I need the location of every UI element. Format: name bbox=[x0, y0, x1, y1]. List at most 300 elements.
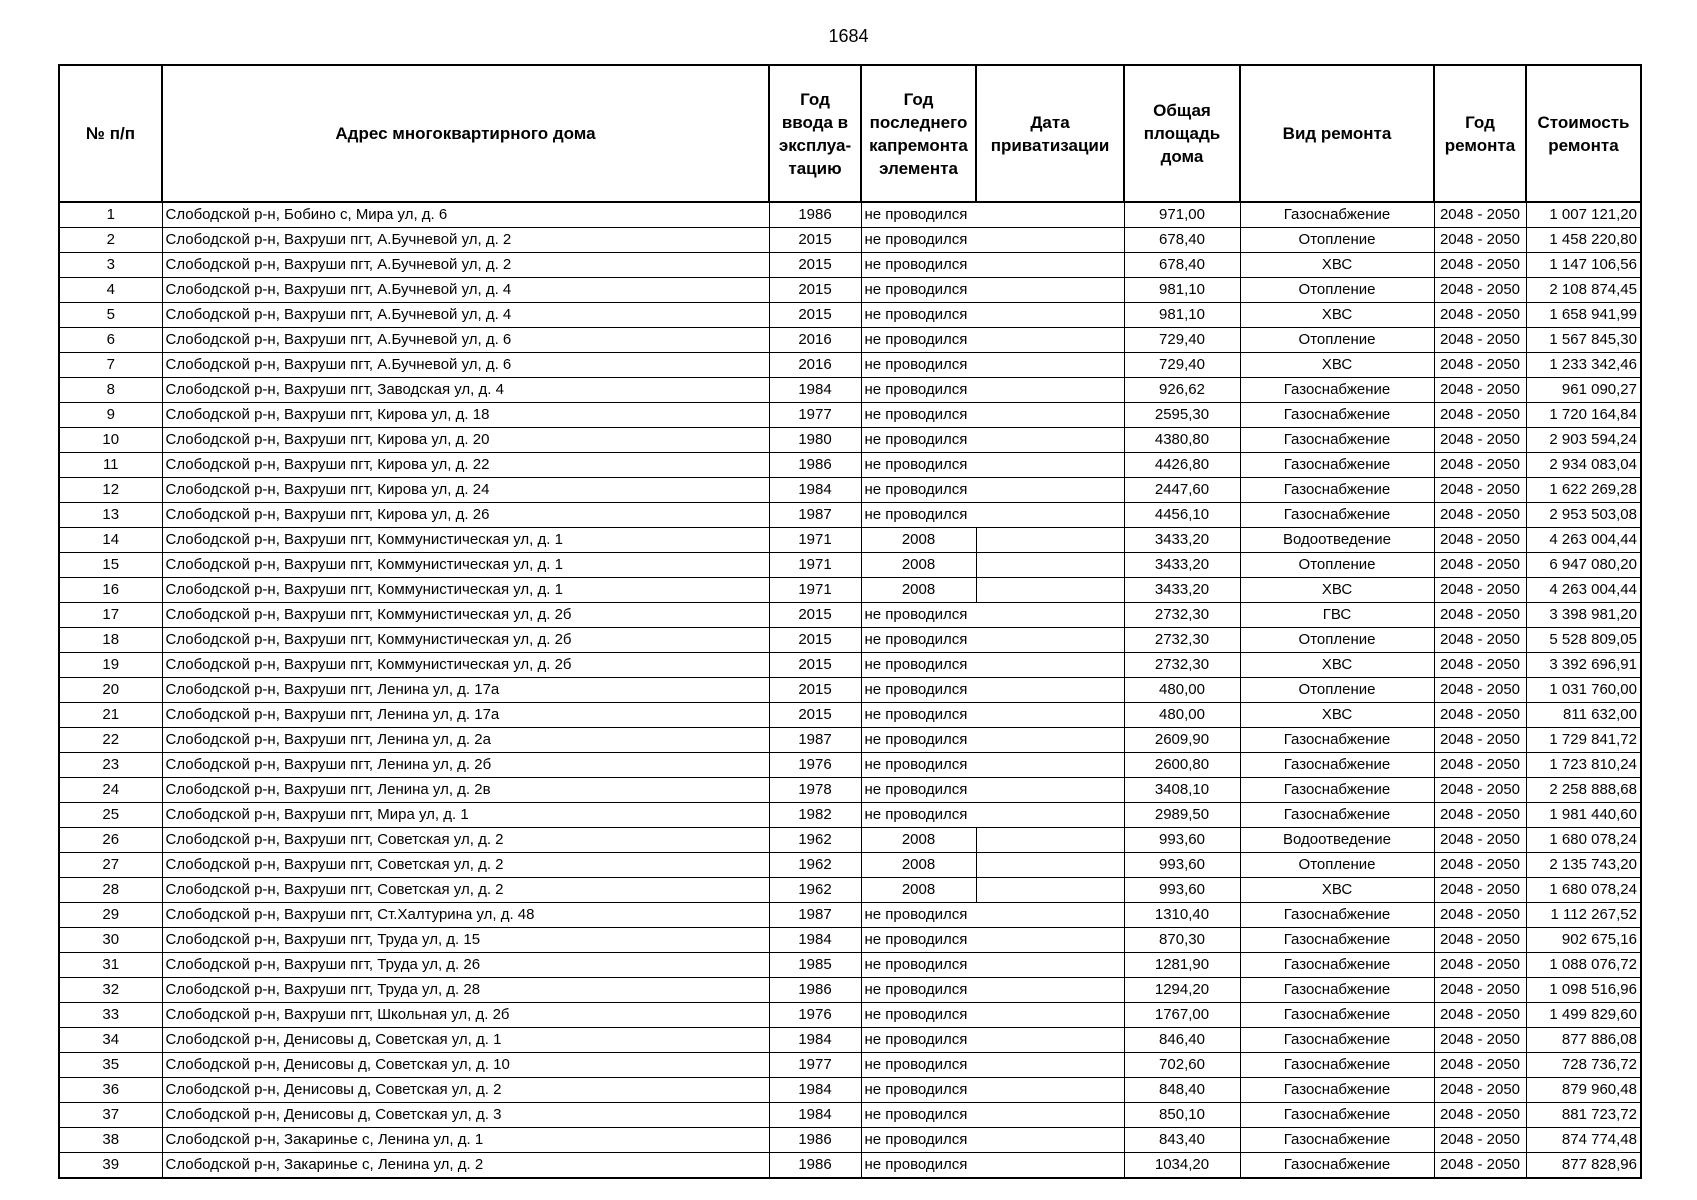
cell-address: Слободской р-н, Вахруши пгт, Школьная ул, д. 2б bbox=[162, 1003, 769, 1028]
cell-area: 2989,50 bbox=[1124, 803, 1240, 828]
header-area: Общая площадь дома bbox=[1124, 65, 1240, 202]
cell-address: Слободской р-н, Бобино с, Мира ул, д. 6 bbox=[162, 202, 769, 228]
cell-address: Слободской р-н, Вахруши пгт, Ленина ул, д. 17а bbox=[162, 703, 769, 728]
cell-repair-year: 2048 - 2050 bbox=[1434, 428, 1526, 453]
cell-address: Слободской р-н, Вахруши пгт, Советская ул, д. 2 bbox=[162, 878, 769, 903]
table-row bbox=[59, 228, 1641, 253]
table-row bbox=[59, 853, 1641, 878]
cell-repair-year: 2048 - 2050 bbox=[1434, 853, 1526, 878]
cell-year-last-repair: не проводился bbox=[861, 428, 976, 453]
cell-num: 3 bbox=[59, 253, 162, 278]
cell-cost: 6 947 080,20 bbox=[1526, 553, 1641, 578]
table-row bbox=[59, 678, 1641, 703]
cell-privatization bbox=[976, 1153, 1124, 1179]
cell-year-last-repair: не проводился bbox=[861, 1128, 976, 1153]
cell-cost: 1 567 845,30 bbox=[1526, 328, 1641, 353]
table-row bbox=[59, 953, 1641, 978]
cell-year-built: 1986 bbox=[769, 978, 861, 1003]
cell-cost: 2 108 874,45 bbox=[1526, 278, 1641, 303]
cell-year-built: 2015 bbox=[769, 703, 861, 728]
table-row bbox=[59, 903, 1641, 928]
cell-year-built: 1962 bbox=[769, 828, 861, 853]
cell-repair-year: 2048 - 2050 bbox=[1434, 528, 1526, 553]
cell-year-last-repair: не проводился bbox=[861, 328, 976, 353]
cell-privatization bbox=[976, 678, 1124, 703]
cell-repair-type: Отопление bbox=[1240, 228, 1434, 253]
cell-privatization bbox=[976, 928, 1124, 953]
cell-cost: 1 088 076,72 bbox=[1526, 953, 1641, 978]
cell-repair-year: 2048 - 2050 bbox=[1434, 1078, 1526, 1103]
cell-repair-year: 2048 - 2050 bbox=[1434, 803, 1526, 828]
cell-year-last-repair: не проводился bbox=[861, 703, 976, 728]
header-privatization: Дата приватизации bbox=[976, 65, 1124, 202]
cell-privatization bbox=[976, 428, 1124, 453]
cell-cost: 877 828,96 bbox=[1526, 1153, 1641, 1179]
cell-address: Слободской р-н, Вахруши пгт, Ленина ул, д. 2б bbox=[162, 753, 769, 778]
cell-num: 22 bbox=[59, 728, 162, 753]
cell-year-built: 1984 bbox=[769, 928, 861, 953]
cell-repair-type: Газоснабжение bbox=[1240, 803, 1434, 828]
cell-address: Слободской р-н, Вахруши пгт, Ленина ул, д. 17а bbox=[162, 678, 769, 703]
cell-privatization bbox=[976, 202, 1124, 228]
cell-repair-type: Отопление bbox=[1240, 553, 1434, 578]
cell-repair-year: 2048 - 2050 bbox=[1434, 253, 1526, 278]
table-row bbox=[59, 803, 1641, 828]
cell-year-last-repair: не проводился bbox=[861, 628, 976, 653]
cell-privatization bbox=[976, 378, 1124, 403]
cell-repair-type: Газоснабжение bbox=[1240, 202, 1434, 228]
cell-repair-year: 2048 - 2050 bbox=[1434, 1128, 1526, 1153]
cell-address: Слободской р-н, Вахруши пгт, Кирова ул, д. 18 bbox=[162, 403, 769, 428]
cell-num: 1 bbox=[59, 202, 162, 228]
cell-num: 2 bbox=[59, 228, 162, 253]
cell-num: 19 bbox=[59, 653, 162, 678]
cell-repair-type: ХВС bbox=[1240, 578, 1434, 603]
cell-address: Слободской р-н, Вахруши пгт, Ленина ул, д. 2а bbox=[162, 728, 769, 753]
cell-area: 1034,20 bbox=[1124, 1153, 1240, 1179]
cell-num: 27 bbox=[59, 853, 162, 878]
cell-year-last-repair: не проводился bbox=[861, 478, 976, 503]
cell-repair-year: 2048 - 2050 bbox=[1434, 578, 1526, 603]
cell-year-last-repair: не проводился bbox=[861, 1053, 976, 1078]
cell-num: 31 bbox=[59, 953, 162, 978]
cell-year-built: 1984 bbox=[769, 478, 861, 503]
cell-year-built: 2016 bbox=[769, 328, 861, 353]
cell-year-last-repair: не проводился bbox=[861, 978, 976, 1003]
cell-year-last-repair: не проводился bbox=[861, 953, 976, 978]
cell-cost: 2 903 594,24 bbox=[1526, 428, 1641, 453]
cell-year-last-repair: 2008 bbox=[861, 828, 976, 853]
table-row bbox=[59, 928, 1641, 953]
cell-year-built: 1987 bbox=[769, 903, 861, 928]
cell-cost: 1 622 269,28 bbox=[1526, 478, 1641, 503]
cell-repair-type: Отопление bbox=[1240, 328, 1434, 353]
cell-num: 38 bbox=[59, 1128, 162, 1153]
cell-address: Слободской р-н, Вахруши пгт, Ст.Халтурина ул, д. 48 bbox=[162, 903, 769, 928]
table-row bbox=[59, 778, 1641, 803]
cell-year-last-repair: не проводился bbox=[861, 1153, 976, 1179]
cell-area: 2732,30 bbox=[1124, 653, 1240, 678]
cell-area: 702,60 bbox=[1124, 1053, 1240, 1078]
cell-num: 16 bbox=[59, 578, 162, 603]
cell-address: Слободской р-н, Вахруши пгт, Кирова ул, д. 26 bbox=[162, 503, 769, 528]
cell-cost: 2 934 083,04 bbox=[1526, 453, 1641, 478]
cell-repair-year: 2048 - 2050 bbox=[1434, 478, 1526, 503]
cell-area: 2595,30 bbox=[1124, 403, 1240, 428]
cell-repair-year: 2048 - 2050 bbox=[1434, 678, 1526, 703]
table-row bbox=[59, 353, 1641, 378]
cell-year-built: 2015 bbox=[769, 628, 861, 653]
cell-area: 3433,20 bbox=[1124, 578, 1240, 603]
cell-repair-type: Водоотведение bbox=[1240, 828, 1434, 853]
cell-cost: 881 723,72 bbox=[1526, 1103, 1641, 1128]
cell-num: 32 bbox=[59, 978, 162, 1003]
repair-table bbox=[58, 64, 1642, 1179]
cell-privatization bbox=[976, 728, 1124, 753]
cell-num: 37 bbox=[59, 1103, 162, 1128]
cell-num: 21 bbox=[59, 703, 162, 728]
cell-area: 1767,00 bbox=[1124, 1003, 1240, 1028]
cell-year-last-repair: 2008 bbox=[861, 878, 976, 903]
cell-repair-year: 2048 - 2050 bbox=[1434, 628, 1526, 653]
cell-num: 20 bbox=[59, 678, 162, 703]
cell-cost: 5 528 809,05 bbox=[1526, 628, 1641, 653]
cell-privatization bbox=[976, 1103, 1124, 1128]
table-row bbox=[59, 1003, 1641, 1028]
cell-cost: 3 398 981,20 bbox=[1526, 603, 1641, 628]
cell-num: 30 bbox=[59, 928, 162, 953]
header-year-last-repair: Год последнего капремонта элемента bbox=[861, 65, 976, 202]
cell-repair-year: 2048 - 2050 bbox=[1434, 503, 1526, 528]
table-row bbox=[59, 878, 1641, 903]
cell-year-built: 1977 bbox=[769, 1053, 861, 1078]
table-row bbox=[59, 478, 1641, 503]
cell-repair-type: Отопление bbox=[1240, 628, 1434, 653]
cell-area: 3433,20 bbox=[1124, 553, 1240, 578]
cell-area: 1310,40 bbox=[1124, 903, 1240, 928]
cell-num: 29 bbox=[59, 903, 162, 928]
page-number: 1684 bbox=[828, 26, 869, 46]
cell-cost: 1 720 164,84 bbox=[1526, 403, 1641, 428]
table-header-row bbox=[59, 65, 1641, 202]
cell-year-last-repair: не проводился bbox=[861, 303, 976, 328]
cell-repair-year: 2048 - 2050 bbox=[1434, 1103, 1526, 1128]
cell-year-built: 1980 bbox=[769, 428, 861, 453]
cell-repair-year: 2048 - 2050 bbox=[1434, 703, 1526, 728]
table-row bbox=[59, 578, 1641, 603]
table-row bbox=[59, 603, 1641, 628]
cell-area: 993,60 bbox=[1124, 878, 1240, 903]
table-row bbox=[59, 1153, 1641, 1179]
cell-year-built: 1986 bbox=[769, 202, 861, 228]
cell-area: 926,62 bbox=[1124, 378, 1240, 403]
cell-address: Слободской р-н, Вахруши пгт, А.Бучневой ул, д. 2 bbox=[162, 228, 769, 253]
table-row bbox=[59, 303, 1641, 328]
cell-year-built: 1984 bbox=[769, 1103, 861, 1128]
cell-address: Слободской р-н, Вахруши пгт, А.Бучневой ул, д. 4 bbox=[162, 278, 769, 303]
cell-year-built: 1987 bbox=[769, 728, 861, 753]
cell-privatization bbox=[976, 778, 1124, 803]
cell-repair-type: Газоснабжение bbox=[1240, 978, 1434, 1003]
cell-area: 4456,10 bbox=[1124, 503, 1240, 528]
table-row bbox=[59, 628, 1641, 653]
cell-year-built: 1978 bbox=[769, 778, 861, 803]
cell-address: Слободской р-н, Вахруши пгт, Коммунистическая ул, д. 1 bbox=[162, 528, 769, 553]
cell-repair-type: Газоснабжение bbox=[1240, 753, 1434, 778]
cell-repair-type: Газоснабжение bbox=[1240, 403, 1434, 428]
cell-repair-year: 2048 - 2050 bbox=[1434, 303, 1526, 328]
cell-privatization bbox=[976, 353, 1124, 378]
cell-privatization bbox=[976, 753, 1124, 778]
cell-cost: 1 499 829,60 bbox=[1526, 1003, 1641, 1028]
cell-cost: 1 458 220,80 bbox=[1526, 228, 1641, 253]
cell-privatization bbox=[976, 628, 1124, 653]
cell-privatization bbox=[976, 453, 1124, 478]
cell-year-built: 1984 bbox=[769, 378, 861, 403]
cell-num: 39 bbox=[59, 1153, 162, 1179]
cell-address: Слободской р-н, Вахруши пгт, Коммунистическая ул, д. 2б bbox=[162, 603, 769, 628]
cell-address: Слободской р-н, Денисовы д, Советская ул, д. 2 bbox=[162, 1078, 769, 1103]
cell-repair-year: 2048 - 2050 bbox=[1434, 753, 1526, 778]
cell-repair-type: Газоснабжение bbox=[1240, 903, 1434, 928]
cell-area: 2732,30 bbox=[1124, 603, 1240, 628]
cell-year-last-repair: не проводился bbox=[861, 253, 976, 278]
cell-year-last-repair: не проводился bbox=[861, 903, 976, 928]
cell-address: Слободской р-н, Денисовы д, Советская ул, д. 1 bbox=[162, 1028, 769, 1053]
cell-address: Слободской р-н, Вахруши пгт, Коммунистическая ул, д. 2б bbox=[162, 653, 769, 678]
cell-repair-type: Газоснабжение bbox=[1240, 1153, 1434, 1179]
cell-area: 1281,90 bbox=[1124, 953, 1240, 978]
cell-area: 981,10 bbox=[1124, 303, 1240, 328]
cell-repair-year: 2048 - 2050 bbox=[1434, 328, 1526, 353]
cell-address: Слободской р-н, Вахруши пгт, Кирова ул, д. 22 bbox=[162, 453, 769, 478]
cell-address: Слободской р-н, Вахруши пгт, Мира ул, д. 1 bbox=[162, 803, 769, 828]
header-cost: Стоимость ремонта bbox=[1526, 65, 1641, 202]
cell-privatization bbox=[976, 853, 1124, 878]
cell-repair-year: 2048 - 2050 bbox=[1434, 1153, 1526, 1179]
cell-area: 848,40 bbox=[1124, 1078, 1240, 1103]
table-row bbox=[59, 328, 1641, 353]
cell-repair-year: 2048 - 2050 bbox=[1434, 278, 1526, 303]
cell-year-last-repair: не проводился bbox=[861, 1028, 976, 1053]
cell-repair-type: Газоснабжение bbox=[1240, 1053, 1434, 1078]
cell-area: 870,30 bbox=[1124, 928, 1240, 953]
cell-cost: 3 392 696,91 bbox=[1526, 653, 1641, 678]
cell-repair-type: ХВС bbox=[1240, 878, 1434, 903]
cell-area: 2609,90 bbox=[1124, 728, 1240, 753]
cell-area: 993,60 bbox=[1124, 853, 1240, 878]
table-row bbox=[59, 278, 1641, 303]
table-row bbox=[59, 703, 1641, 728]
cell-num: 26 bbox=[59, 828, 162, 853]
cell-repair-year: 2048 - 2050 bbox=[1434, 1003, 1526, 1028]
cell-area: 2447,60 bbox=[1124, 478, 1240, 503]
cell-address: Слободской р-н, Вахруши пгт, Кирова ул, д. 24 bbox=[162, 478, 769, 503]
cell-area: 4426,80 bbox=[1124, 453, 1240, 478]
cell-num: 17 bbox=[59, 603, 162, 628]
cell-num: 34 bbox=[59, 1028, 162, 1053]
cell-privatization bbox=[976, 1053, 1124, 1078]
cell-area: 993,60 bbox=[1124, 828, 1240, 853]
cell-repair-type: Газоснабжение bbox=[1240, 1103, 1434, 1128]
cell-year-built: 1987 bbox=[769, 503, 861, 528]
cell-repair-year: 2048 - 2050 bbox=[1434, 928, 1526, 953]
cell-num: 4 bbox=[59, 278, 162, 303]
cell-year-last-repair: не проводился bbox=[861, 803, 976, 828]
cell-cost: 877 886,08 bbox=[1526, 1028, 1641, 1053]
table-row bbox=[59, 403, 1641, 428]
table-row bbox=[59, 728, 1641, 753]
cell-year-built: 1971 bbox=[769, 553, 861, 578]
cell-repair-year: 2048 - 2050 bbox=[1434, 978, 1526, 1003]
cell-address: Слободской р-н, Вахруши пгт, Кирова ул, д. 20 bbox=[162, 428, 769, 453]
cell-year-built: 2015 bbox=[769, 253, 861, 278]
cell-year-built: 1984 bbox=[769, 1028, 861, 1053]
cell-year-last-repair: 2008 bbox=[861, 853, 976, 878]
cell-address: Слободской р-н, Вахруши пгт, Коммунистическая ул, д. 2б bbox=[162, 628, 769, 653]
cell-year-built: 1985 bbox=[769, 953, 861, 978]
cell-area: 971,00 bbox=[1124, 202, 1240, 228]
cell-repair-type: Газоснабжение bbox=[1240, 428, 1434, 453]
cell-area: 678,40 bbox=[1124, 228, 1240, 253]
table-row bbox=[59, 653, 1641, 678]
cell-cost: 1 007 121,20 bbox=[1526, 202, 1641, 228]
cell-year-last-repair: 2008 bbox=[861, 578, 976, 603]
cell-address: Слободской р-н, Вахруши пгт, Советская ул, д. 2 bbox=[162, 828, 769, 853]
cell-num: 6 bbox=[59, 328, 162, 353]
cell-year-built: 1976 bbox=[769, 1003, 861, 1028]
cell-repair-year: 2048 - 2050 bbox=[1434, 228, 1526, 253]
table-row bbox=[59, 202, 1641, 228]
cell-privatization bbox=[976, 228, 1124, 253]
cell-year-last-repair: не проводился bbox=[861, 678, 976, 703]
cell-year-last-repair: не проводился bbox=[861, 453, 976, 478]
cell-cost: 961 090,27 bbox=[1526, 378, 1641, 403]
cell-year-built: 2015 bbox=[769, 653, 861, 678]
cell-privatization bbox=[976, 603, 1124, 628]
cell-num: 24 bbox=[59, 778, 162, 803]
cell-repair-type: ХВС bbox=[1240, 253, 1434, 278]
cell-num: 33 bbox=[59, 1003, 162, 1028]
cell-cost: 2 135 743,20 bbox=[1526, 853, 1641, 878]
cell-repair-type: Газоснабжение bbox=[1240, 453, 1434, 478]
cell-year-built: 2015 bbox=[769, 278, 861, 303]
cell-cost: 874 774,48 bbox=[1526, 1128, 1641, 1153]
cell-year-last-repair: не проводился bbox=[861, 653, 976, 678]
cell-year-last-repair: 2008 bbox=[861, 553, 976, 578]
cell-area: 729,40 bbox=[1124, 353, 1240, 378]
cell-privatization bbox=[976, 403, 1124, 428]
cell-year-last-repair: не проводился bbox=[861, 1103, 976, 1128]
cell-year-last-repair: 2008 bbox=[861, 528, 976, 553]
cell-cost: 1 680 078,24 bbox=[1526, 878, 1641, 903]
cell-repair-type: Газоснабжение bbox=[1240, 1003, 1434, 1028]
cell-area: 3408,10 bbox=[1124, 778, 1240, 803]
table-row bbox=[59, 1028, 1641, 1053]
cell-year-built: 1971 bbox=[769, 578, 861, 603]
cell-repair-type: ХВС bbox=[1240, 303, 1434, 328]
cell-repair-type: Газоснабжение bbox=[1240, 378, 1434, 403]
cell-privatization bbox=[976, 878, 1124, 903]
cell-area: 480,00 bbox=[1124, 678, 1240, 703]
cell-year-built: 1986 bbox=[769, 453, 861, 478]
cell-privatization bbox=[976, 303, 1124, 328]
cell-repair-year: 2048 - 2050 bbox=[1434, 453, 1526, 478]
cell-year-built: 1986 bbox=[769, 1153, 861, 1179]
cell-year-last-repair: не проводился bbox=[861, 1003, 976, 1028]
cell-privatization bbox=[976, 528, 1124, 553]
cell-repair-type: Газоснабжение bbox=[1240, 1128, 1434, 1153]
cell-repair-year: 2048 - 2050 bbox=[1434, 353, 1526, 378]
cell-privatization bbox=[976, 978, 1124, 1003]
cell-repair-year: 2048 - 2050 bbox=[1434, 778, 1526, 803]
table-row bbox=[59, 828, 1641, 853]
cell-repair-type: Отопление bbox=[1240, 278, 1434, 303]
cell-cost: 1 658 941,99 bbox=[1526, 303, 1641, 328]
cell-repair-year: 2048 - 2050 bbox=[1434, 403, 1526, 428]
cell-year-built: 1976 bbox=[769, 753, 861, 778]
cell-num: 14 bbox=[59, 528, 162, 553]
cell-num: 5 bbox=[59, 303, 162, 328]
cell-privatization bbox=[976, 328, 1124, 353]
cell-privatization bbox=[976, 1003, 1124, 1028]
table-row bbox=[59, 503, 1641, 528]
cell-repair-year: 2048 - 2050 bbox=[1434, 202, 1526, 228]
cell-address: Слободской р-н, Вахруши пгт, А.Бучневой ул, д. 6 bbox=[162, 328, 769, 353]
cell-year-last-repair: не проводился bbox=[861, 728, 976, 753]
cell-repair-type: Отопление bbox=[1240, 853, 1434, 878]
cell-cost: 4 263 004,44 bbox=[1526, 578, 1641, 603]
cell-year-last-repair: не проводился bbox=[861, 928, 976, 953]
cell-privatization bbox=[976, 278, 1124, 303]
cell-cost: 902 675,16 bbox=[1526, 928, 1641, 953]
cell-year-built: 1971 bbox=[769, 528, 861, 553]
cell-address: Слободской р-н, Вахруши пгт, Труда ул, д. 28 bbox=[162, 978, 769, 1003]
cell-address: Слободской р-н, Закаринье с, Ленина ул, д. 2 bbox=[162, 1153, 769, 1179]
cell-year-last-repair: не проводился bbox=[861, 403, 976, 428]
table-row bbox=[59, 1103, 1641, 1128]
cell-privatization bbox=[976, 1078, 1124, 1103]
cell-repair-year: 2048 - 2050 bbox=[1434, 1053, 1526, 1078]
cell-year-last-repair: не проводился bbox=[861, 202, 976, 228]
header-address: Адрес многоквартирного дома bbox=[162, 65, 769, 202]
cell-year-last-repair: не проводился bbox=[861, 503, 976, 528]
cell-year-built: 1962 bbox=[769, 853, 861, 878]
cell-cost: 1 233 342,46 bbox=[1526, 353, 1641, 378]
cell-area: 3433,20 bbox=[1124, 528, 1240, 553]
cell-privatization bbox=[976, 653, 1124, 678]
cell-privatization bbox=[976, 1128, 1124, 1153]
cell-year-last-repair: не проводился bbox=[861, 278, 976, 303]
cell-area: 1294,20 bbox=[1124, 978, 1240, 1003]
cell-year-built: 1986 bbox=[769, 1128, 861, 1153]
cell-address: Слободской р-н, Вахруши пгт, Коммунистическая ул, д. 1 bbox=[162, 553, 769, 578]
table-row bbox=[59, 1128, 1641, 1153]
cell-address: Слободской р-н, Вахруши пгт, Ленина ул, д. 2в bbox=[162, 778, 769, 803]
table-row bbox=[59, 1078, 1641, 1103]
cell-area: 480,00 bbox=[1124, 703, 1240, 728]
cell-year-built: 1982 bbox=[769, 803, 861, 828]
cell-repair-year: 2048 - 2050 bbox=[1434, 878, 1526, 903]
cell-year-last-repair: не проводился bbox=[861, 1078, 976, 1103]
table-row bbox=[59, 378, 1641, 403]
cell-repair-type: Газоснабжение bbox=[1240, 1028, 1434, 1053]
cell-address: Слободской р-н, Денисовы д, Советская ул, д. 3 bbox=[162, 1103, 769, 1128]
cell-privatization bbox=[976, 553, 1124, 578]
cell-num: 28 bbox=[59, 878, 162, 903]
cell-num: 23 bbox=[59, 753, 162, 778]
cell-num: 9 bbox=[59, 403, 162, 428]
